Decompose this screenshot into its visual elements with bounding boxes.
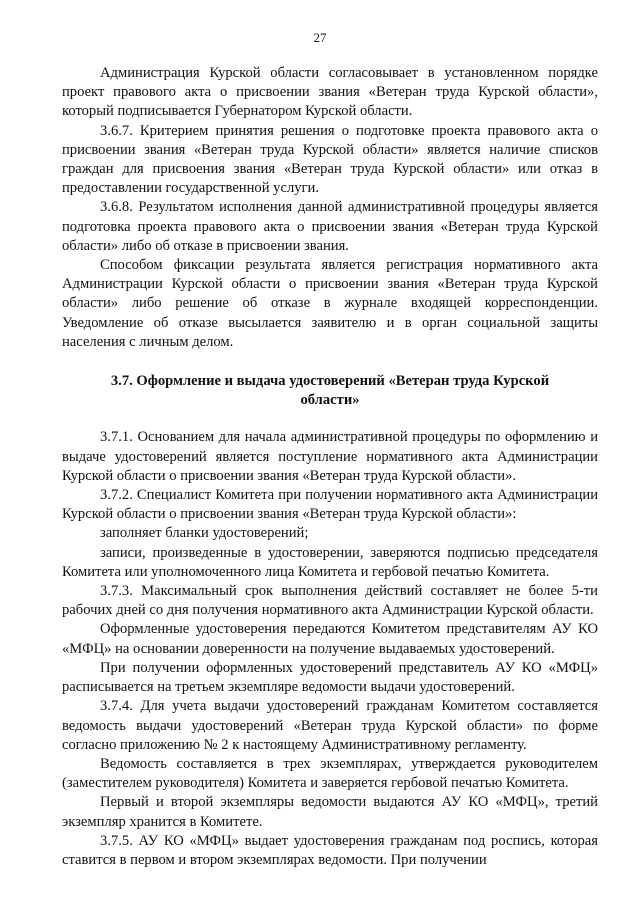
paragraph-3-6-8: 3.6.8. Результатом исполнения данной административной процедуры является подготовка проекта правового акта о присвоении звания «Ветеран труда Курской области» либо об отказе в присвоении звания. — [62, 199, 598, 254]
paragraph-3-7-3: 3.7.3. Максимальный срок выполнения действий составляет не более 5-ти рабочих дней со дня получения нормативного акта Администрации Курской области. — [62, 583, 598, 619]
paragraph-3-7-2: 3.7.2. Специалист Комитета при получении нормативного акта Администрации Курской области о присвоении звания «Ветеран труда Курской области»: — [62, 487, 598, 523]
paragraph-three-copies: Ведомость составляется в трех экземплярах, утверждается руководителем (заместителем руководителя) Комитета и заверяется гербовой печатью Комитета. — [62, 755, 598, 792]
document-body — [62, 64, 598, 870]
paragraph-3-6-7: 3.6.7. Критерием принятия решения о подготовке проекта правового акта о присвоении звания «Ветеран труда Курской области» является наличие списков граждан для присвоения звания «Ветеран труда Курской области» или отказ в предоставлении государственной услуги. — [62, 122, 598, 197]
page-number: 27 — [313, 30, 327, 45]
paragraph-mfc-signs: При получении оформленных удостоверений представитель АУ КО «МФЦ» расписывается на третьем экземпляре ведомости выдачи удостоверений. — [62, 659, 598, 696]
paragraph-approval: Администрация Курской области согласовывает в установленном порядке проект правового акта о присвоении звания «Ветеран труда Курской области», который подписывается Губернатором Курской области. — [62, 65, 598, 120]
paragraph-3-7-4: 3.7.4. Для учета выдачи удостоверений гражданам Комитетом составляется ведомость выдачи удостоверений «Ветеран труда Курской области» по форме согласно приложению № 2 к настоящему Административному регламенту. — [62, 698, 598, 753]
paragraph-fill-forms: заполняет бланки удостоверений; — [100, 525, 309, 542]
section-heading-3-7: 3.7. Оформление и выдача удостоверений «Ветеран труда Курской области» — [110, 373, 550, 409]
paragraph-3-7-5: 3.7.5. АУ КО «МФЦ» выдает удостоверения гражданам под роспись, которая ставится в первом и втором экземплярах ведомости. При получении — [62, 832, 598, 868]
paragraph-copies-distribution: Первый и второй экземпляры ведомости выдаются АУ КО «МФЦ», третий экземпляр хранится в Комитете. — [62, 794, 598, 830]
paragraph-records-certified: записи, произведенные в удостоверении, заверяются подписью председателя Комитета или уполномоченного лица Комитета и гербовой печатью Комитета. — [62, 544, 598, 580]
paragraph-transfer-to-mfc: Оформленные удостоверения передаются Комитетом представителям АУ КО «МФЦ» на основании доверенности на получение выдаваемых удостоверений. — [62, 621, 598, 657]
paragraph-3-7-1: 3.7.1. Основанием для начала административной процедуры по оформлению и выдаче удостоверений является поступление нормативного акта Администрации Курской области о присвоении звания «Ветеран труда Курской области». — [62, 429, 598, 484]
paragraph-result-fixation: Способом фиксации результата является регистрация нормативного акта Администрации Курской области о присвоении звания «Ветеран труда Курской области» либо решение об отказе в журнале входящей корреспонденции. Уведомление об отказе высылается заявителю и в орган социальной защиты населения с личным делом. — [62, 257, 598, 350]
